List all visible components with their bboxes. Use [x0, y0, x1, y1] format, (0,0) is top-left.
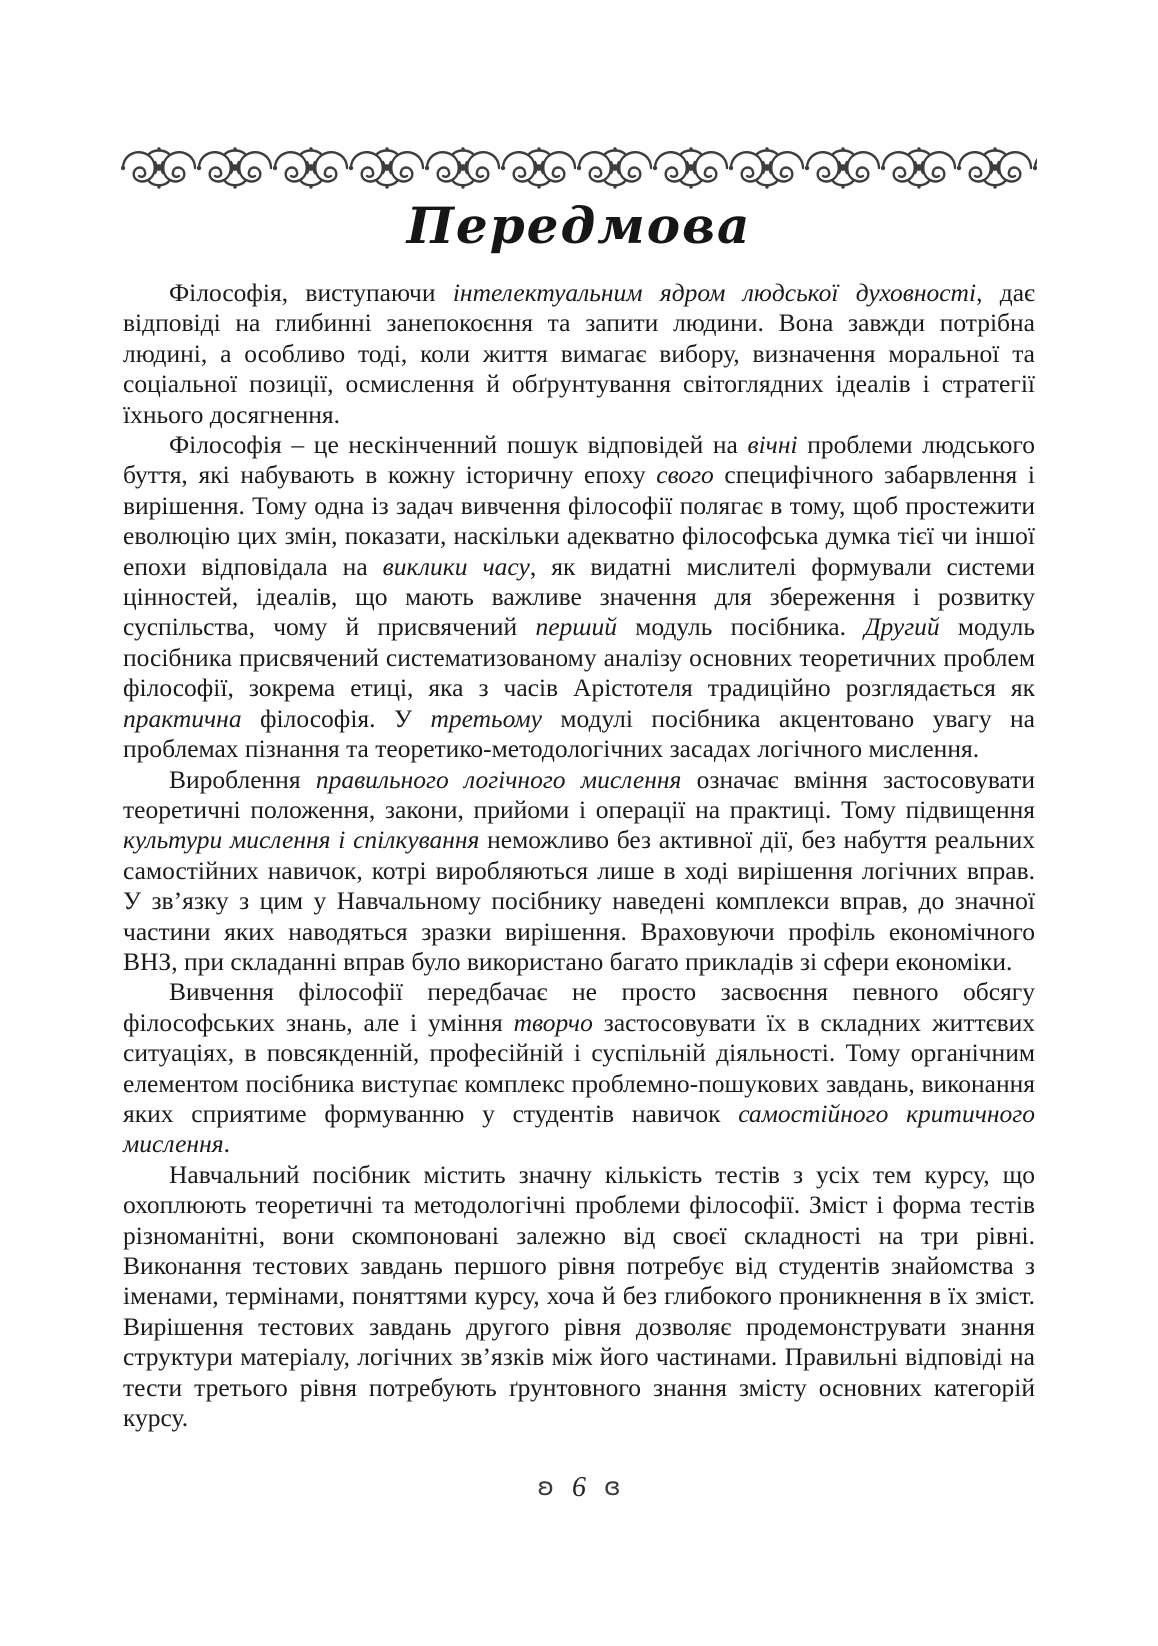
paragraph	[123, 430, 1035, 764]
text-run: Філософія, виступаючи	[169, 278, 453, 307]
text-run: виклики часу	[382, 551, 530, 581]
ornamental-border-icon	[121, 144, 1037, 192]
page-number-row	[0, 1472, 1158, 1504]
text-run: практична	[123, 703, 242, 733]
text-run: , дає відповіді на глибинні занепокоєння та запити людини. Вона завжди потрібна людині, а особливо тоді, коли життя вимагає вибору, визначення моральної та соціальної позиції, осмислення й обґрунтування світоглядних ідеалів і стратегії їхнього досягнення.	[123, 278, 1035, 429]
right-fleuron-icon: ɞ	[604, 1472, 621, 1501]
text-run: Філософія – це нескінченний пошук відповідей на	[169, 430, 748, 460]
text-run: Другий	[864, 612, 940, 642]
paragraph	[123, 278, 1035, 430]
text-run: самостійного критичного мислення	[123, 1098, 1035, 1159]
text-run: , як видатні мислителі формували системи цінностей, ідеалів, що мають важливе значення для збереження і розвитку суспільства, чому й присвячений	[123, 551, 1036, 642]
text-run: .	[223, 1129, 230, 1159]
text-run: вічні	[747, 430, 798, 460]
left-fleuron-icon: ʚ	[537, 1472, 554, 1501]
text-run: культури мислення і спілкування	[123, 825, 480, 855]
text-run: означає вміння застосовувати теоретичні положення, закони, прийоми і операції на практиці. Тому підвищення	[123, 764, 1036, 824]
text-run: творчо	[513, 1007, 593, 1037]
text-run: неможливо без активної дії, без набуття реальних самостійних навичок, котрі виробляються лише в ході вирішення логічних вправ. У зв’язку з цим у Навчальному посібнику наведені комплекси вправ, до значної частини яких наводяться зразки вирішення. Враховуючи профіль економічного ВНЗ, при складанні вправ було використано багато прикладів зі сфери економіки.	[123, 825, 1036, 976]
text-run: застосовувати їх в складних життєвих ситуаціях, в повсякденній, професійній і суспільній діяльності. Тому органічним елементом посібника виступає комплекс проблемно-пошукових завдань, виконання яких сприятиме формуванню у студентів навичок	[123, 1007, 1036, 1128]
text-run: філософія. У	[241, 703, 431, 733]
body-text	[123, 278, 1035, 1433]
text-run: правильного логічного мислення	[315, 764, 682, 794]
paragraph	[123, 765, 1035, 978]
text-run: третьому	[430, 703, 542, 733]
text-run: свого	[656, 460, 714, 490]
text-run: Навчальний посібник містить значну кількість тестів з усіх тем курсу, що охоплюють теоретичні та методологічні проблеми філософії. Зміст і форма тестів різноманітні, вони скомпоновані залежно від своєї складності на три рівні. Виконання тестових завдань першого рівня потребує від студентів знайомства з іменами, термінами, поняттями курсу, хоча й без глибокого проникнення в їх зміст. Вирішення тестових завдань другого рівня дозволяє продемонструвати знання структури матеріалу, логічних зв’язків між його частинами. Правильні відповіді на тести третього рівня потребують ґрунтовного знання змісту основних категорій курсу.	[123, 1159, 1035, 1433]
text-run: інтелектуальним ядром людської духовності	[452, 278, 977, 307]
text-run: модулі посібника акцентовано увагу на проблемах пізнання та теоретико-методологічних засадах логічного мислення.	[123, 703, 1035, 764]
paragraph	[123, 977, 1035, 1159]
text-run: Вивчення філософії передбачає не просто засвоєння певного обсягу філософських знань, але і уміння	[123, 977, 1035, 1037]
text-run: перший	[535, 612, 618, 642]
page-number: 6	[572, 1472, 586, 1503]
text-run: специфічного забарвлення і вирішення. Тому одна із задач вивчення філософії полягає в тому, щоб простежити еволюцію цих змін, показати, наскільки адекватно філософська думка тієї чи іншої епохи відповідала на	[123, 460, 1035, 581]
text-run: проблеми людського буття, які набувають в кожну історичну епоху	[123, 430, 1036, 490]
paragraph	[123, 1160, 1035, 1434]
text-run: Вироблення	[169, 764, 316, 794]
page-title: Передмова	[406, 196, 752, 255]
text-run: модуль посібника.	[617, 612, 865, 642]
text-run: модуль посібника присвячений систематизованому аналізу основних теоретичних проблем філософії, зокрема етиці, яка з часів Арістотеля традиційно розглядається як	[123, 612, 1035, 703]
